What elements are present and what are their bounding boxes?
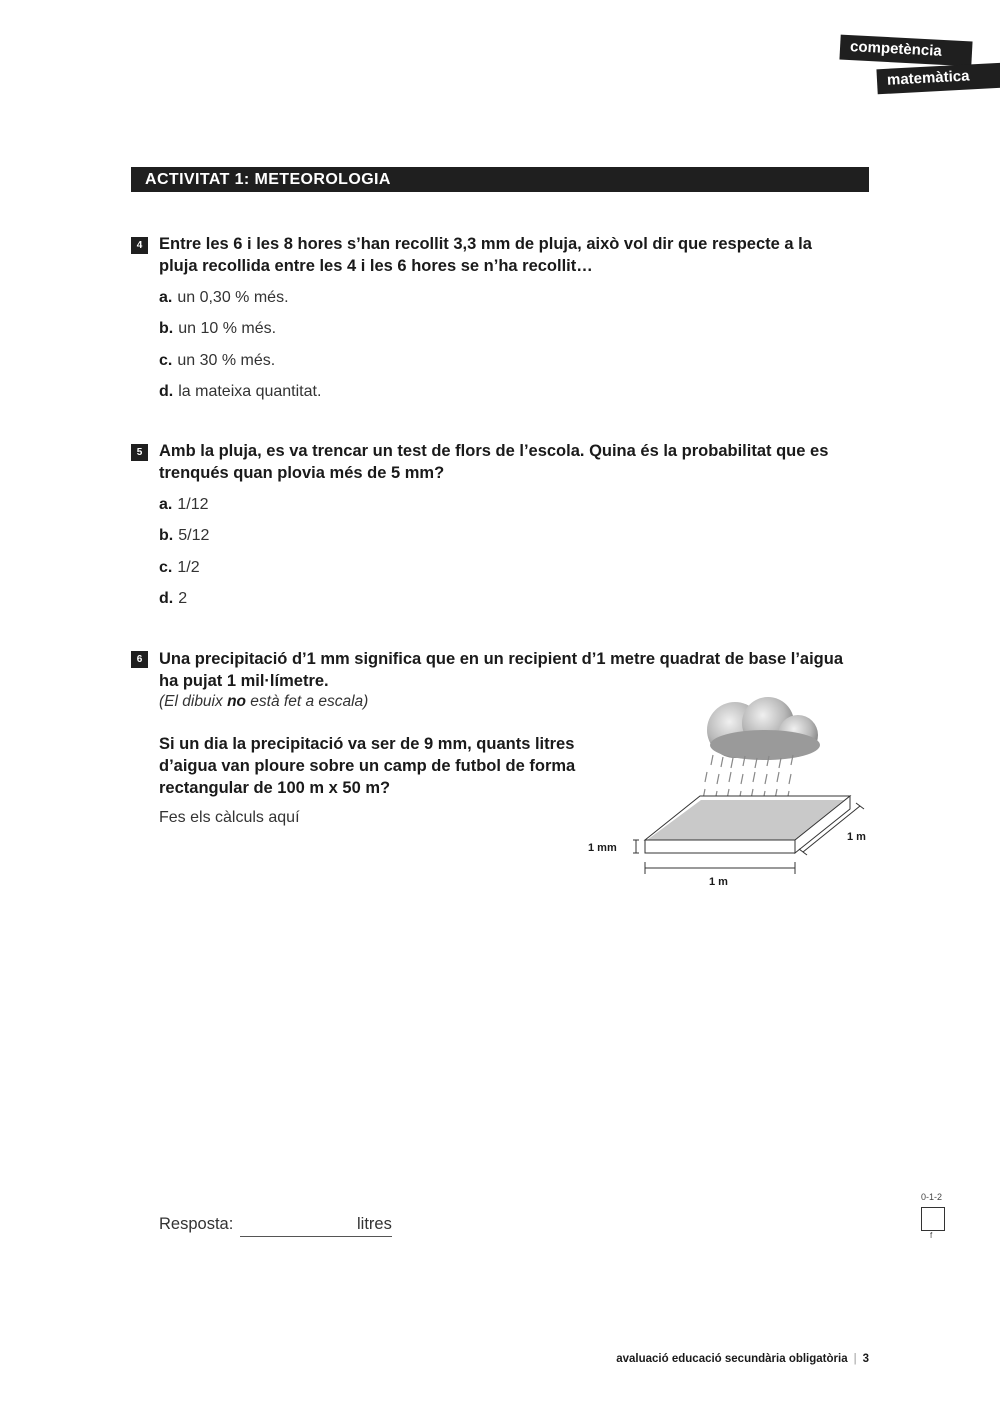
activity-title: ACTIVITAT 1: METEOROLOGIA <box>131 167 869 192</box>
matematica-tag: matemàtica <box>876 63 1000 95</box>
option-text: un 30 % més. <box>177 352 276 369</box>
score-scale: 0-1-2 <box>921 1192 943 1202</box>
note-pre: (El dibuix <box>159 693 228 710</box>
question-5-number: 5 <box>131 444 148 461</box>
answer-unit: litres <box>357 1215 392 1233</box>
question-4-line2: pluja recollida entre les 4 i les 6 hores se n’ha recollit… <box>159 257 593 275</box>
question-6-subquestion <box>159 733 619 799</box>
option-text: 5/12 <box>178 527 210 544</box>
question-5-option-d[interactable] <box>159 589 187 609</box>
option-letter: d. <box>159 590 174 607</box>
footer-separator: | <box>853 1353 857 1365</box>
question-4-number: 4 <box>131 237 148 254</box>
subquestion-line3: rectangular de 100 m x 50 m? <box>159 779 391 797</box>
question-6-text <box>159 648 874 692</box>
label-width: 1 m <box>709 876 728 888</box>
option-text: 1/12 <box>177 496 209 513</box>
option-letter: c. <box>159 559 173 576</box>
option-letter: c. <box>159 352 173 369</box>
option-text: la mateixa quantitat. <box>178 383 322 400</box>
answer-label: Resposta: <box>159 1215 234 1233</box>
scale-note <box>159 693 368 711</box>
note-bold: no <box>227 693 246 710</box>
cloud-icon <box>707 697 820 760</box>
question-5-option-b[interactable] <box>159 526 209 546</box>
page-number: 3 <box>862 1353 869 1365</box>
question-5-line1: Amb la pluja, es va trencar un test de flors de l’escola. Quina és la probabilitat que es <box>159 442 829 460</box>
container-box <box>645 796 850 853</box>
question-5-text <box>159 440 874 484</box>
answer-input[interactable] <box>240 1236 392 1237</box>
score-code: f <box>930 1231 933 1240</box>
question-4-line1: Entre les 6 i les 8 hores s’han recollit 3,3 mm de pluja, això vol dir que respecte a la <box>159 235 812 253</box>
subquestion-line1: Si un dia la precipitació va ser de 9 mm, quants litres <box>159 735 575 753</box>
footer-text: avaluació educació secundària obligatòria <box>616 1353 848 1365</box>
label-depth: 1 m <box>847 831 866 843</box>
question-4-option-b[interactable] <box>159 319 276 339</box>
competencia-tag: competència <box>839 35 972 67</box>
calc-hint: Fes els càlculs aquí <box>159 809 300 826</box>
option-text: 2 <box>178 590 188 607</box>
option-letter: b. <box>159 320 174 337</box>
label-height: 1 mm <box>588 842 617 854</box>
subquestion-line2: d’aigua van ploure sobre un camp de futbol de forma <box>159 757 576 775</box>
question-6-line2: ha pujat 1 mil·límetre. <box>159 672 329 690</box>
option-letter: a. <box>159 289 173 306</box>
score-box[interactable] <box>921 1207 945 1231</box>
option-letter: b. <box>159 527 174 544</box>
note-post: està fet a escala) <box>246 693 369 710</box>
option-text: un 10 % més. <box>178 320 277 337</box>
question-4-option-d[interactable] <box>159 382 321 402</box>
question-5-option-c[interactable] <box>159 558 200 578</box>
question-6-number: 6 <box>131 651 148 668</box>
page-footer <box>616 1353 869 1365</box>
question-5-option-a[interactable] <box>159 495 208 515</box>
option-text: 1/2 <box>177 559 200 576</box>
question-5-line2: trenqués quan plovia més de 5 mm? <box>159 464 445 482</box>
option-text: un 0,30 % més. <box>177 289 289 306</box>
question-4-text <box>159 233 874 277</box>
question-4-option-a[interactable] <box>159 288 289 308</box>
rain-container-diagram <box>585 690 885 890</box>
option-letter: a. <box>159 496 173 513</box>
option-letter: d. <box>159 383 174 400</box>
question-4-option-c[interactable] <box>159 351 275 371</box>
rain-icon <box>703 755 793 801</box>
question-6-line1: Una precipitació d’1 mm significa que en un recipient d’1 metre quadrat de base l’aigua <box>159 650 844 668</box>
